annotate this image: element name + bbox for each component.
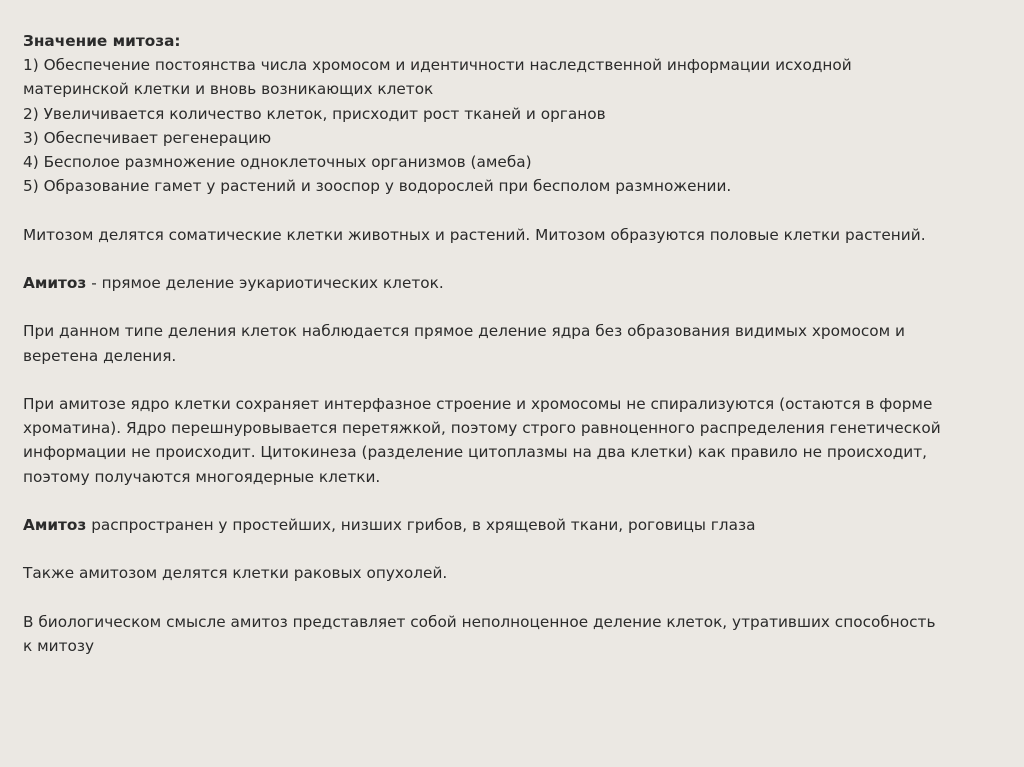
amitosis-spread-text: распространен у простейших, низших грибов, в хрящевой ткани, роговицы глаза [86,515,756,534]
mitosis-item-5: 5) Образование гамет у растений и зооспор у водорослей при бесполом размножении. [23,177,732,196]
amitosis-detail-block [23,392,976,489]
mitosis-item-3: 3) Обеспечивает регенерацию [23,128,272,147]
mitosis-note: Митозом делятся соматические клетки животных и растений. Митозом образуются половые клетки растений. [23,225,926,244]
amitosis-meaning-line-1: В биологическом смысле амитоз представляет собой неполноценное деление клеток, утративших способность [23,612,936,631]
mitosis-note-block [23,223,976,247]
amitosis-spread [23,513,976,537]
amitosis-spread-block [23,513,976,537]
mitosis-heading: Значение митоза: [23,32,181,50]
amitosis-type-block [23,319,976,367]
amitosis-definition-block [23,271,976,295]
mitosis-item-2: 2) Увеличивается количество клеток, присходит рост тканей и органов [23,104,606,123]
amitosis-meaning-block [23,610,976,658]
amitosis-detail-line-3: информации не происходит. Цитокинеза (разделение цитоплазмы на два клетки) как правило не происходит, [23,443,928,462]
mitosis-item-1a: 1) Обеспечение постоянства числа хромосом и идентичности наследственной информации исходной [23,56,852,75]
amitosis-definition-text: - прямое деление эукариотических клеток. [86,274,444,292]
amitosis-term: Амитоз [23,274,87,292]
amitosis-cancer: Также амитозом делятся клетки раковых опухолей. [23,564,448,583]
amitosis-spread-term: Амитоз [23,515,87,534]
amitosis-detail-line-2: хроматина). Ядро перешнуровывается перетяжкой, поэтому строго равноценного распределения генетической [23,419,941,438]
amitosis-detail-line-4: поэтому получаются многоядерные клетки. [23,467,381,486]
amitosis-type-line-1: При данном типе деления клеток наблюдается прямое деление ядра без образования видимых хромосом и [23,322,905,341]
mitosis-significance-block [23,29,976,198]
amitosis-meaning-line-2: к митозу [23,636,95,655]
amitosis-cancer-block [23,561,976,585]
amitosis-type-line-2: веретена деления. [23,346,177,365]
mitosis-item-4: 4) Бесполое размножение одноклеточных организмов (амеба) [23,153,532,172]
mitosis-item-1b: материнской клетки и вновь возникающих клеток [23,80,434,99]
amitosis-definition [23,271,976,295]
amitosis-detail-line-1: При амитозе ядро клетки сохраняет интерфазное строение и хромосомы не спирализуются (остаются в форме [23,394,933,413]
